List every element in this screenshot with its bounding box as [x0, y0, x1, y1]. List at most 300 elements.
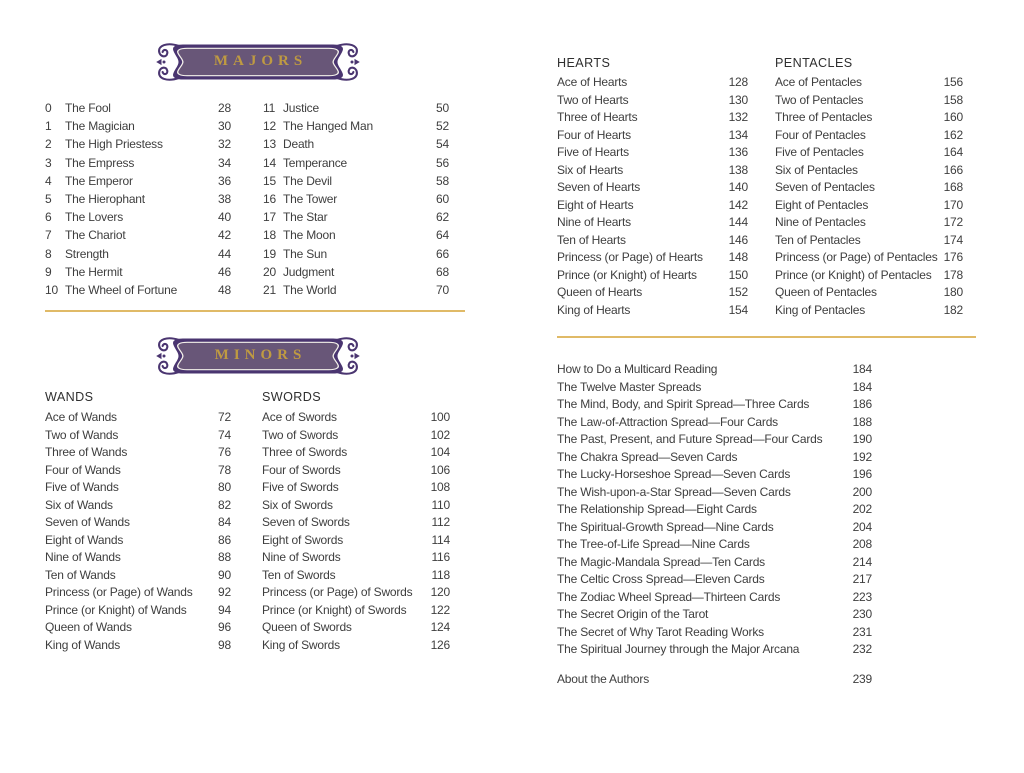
entry-page: 88 [218, 550, 231, 564]
entry-title: The Wheel of Fortune [65, 282, 178, 297]
entry-page: 162 [943, 127, 963, 142]
minors-banner-label: MINORS [214, 347, 307, 364]
toc-entry [557, 396, 872, 414]
entry-number: 17 [263, 210, 276, 225]
entry-page: 102 [430, 427, 450, 442]
toc-entry [775, 144, 963, 162]
entry-number: 11 [263, 101, 276, 115]
toc-entry [45, 602, 231, 620]
toc-entry [45, 190, 231, 208]
entry-page: 36 [218, 173, 231, 188]
entry-page: 168 [943, 180, 963, 194]
toc-entry [262, 567, 450, 585]
toc-entry [262, 549, 450, 567]
entry-number: 21 [263, 282, 276, 297]
entry-page: 148 [728, 250, 748, 264]
entry-title: Ten of Hearts [557, 232, 626, 247]
entry-page: 78 [218, 462, 231, 477]
toc-entry [557, 414, 872, 432]
entry-page: 48 [218, 282, 231, 297]
entry-title: Ten of Pentacles [775, 232, 861, 247]
toc-entry [775, 162, 963, 180]
toc-entry [557, 606, 872, 624]
entry-page: 217 [852, 572, 872, 586]
entry-title: Eight of Pentacles [775, 197, 869, 212]
entry-title: Princess (or Page) of Pentacles [775, 250, 938, 264]
entry-page: 152 [728, 285, 748, 299]
entry-title: The Hanged Man [283, 119, 373, 134]
entry-page: 190 [852, 432, 872, 446]
entry-page: 204 [852, 519, 872, 534]
entry-page: 112 [431, 515, 450, 529]
entry-title: The Secret Origin of the Tarot [557, 607, 709, 621]
entry-title: The Wish-upon-a-Star Spread—Seven Cards [557, 484, 791, 499]
toc-entry [775, 302, 963, 320]
entry-page: 28 [218, 101, 231, 115]
entry-page: 208 [852, 537, 872, 551]
entry-title: Five of Wands [45, 480, 119, 494]
entry-title: Death [283, 137, 315, 152]
entry-title: The Lovers [65, 210, 124, 225]
entry-page: 44 [218, 246, 231, 261]
entry-title: The Spiritual Journey through the Major Arcana [557, 642, 800, 656]
toc-entry [263, 208, 449, 226]
toc-entry [557, 431, 872, 449]
toc-entry [45, 427, 231, 445]
toc-entry [262, 444, 450, 462]
entry-page: 192 [852, 449, 872, 464]
entry-page: 90 [218, 567, 231, 582]
entry-title: About the Authors [557, 672, 650, 686]
entry-page: 58 [436, 173, 449, 188]
toc-entry [45, 263, 231, 281]
entry-page: 196 [852, 467, 872, 481]
entry-page: 64 [436, 228, 449, 243]
entry-page: 72 [218, 410, 231, 424]
entry-title: Ten of Swords [262, 567, 336, 582]
entry-title: Ace of Wands [45, 410, 117, 424]
entry-title: The Secret of Why Tarot Reading Works [557, 624, 764, 639]
entry-title: Princess (or Page) of Wands [45, 585, 193, 599]
entry-number: 20 [263, 264, 276, 279]
entry-page: 132 [728, 110, 748, 124]
entry-title: The Tree-of-Life Spread—Nine Cards [557, 537, 750, 551]
entry-page: 188 [852, 414, 872, 429]
entry-page: 92 [218, 585, 231, 599]
toc-entry [263, 263, 449, 281]
entry-title: The Lucky-Horseshoe Spread—Seven Cards [557, 467, 791, 481]
entry-page: 214 [852, 554, 872, 569]
toc-entry [557, 466, 872, 484]
entry-title: Ten of Wands [45, 567, 116, 582]
toc-entry [775, 267, 963, 285]
toc-entry [45, 117, 231, 135]
toc-entry [775, 249, 963, 267]
entry-page: 118 [431, 567, 450, 582]
entry-title: Judgment [283, 264, 335, 279]
toc-entry [557, 232, 748, 250]
toc-entry [262, 514, 450, 532]
entry-title: Four of Hearts [557, 127, 631, 142]
toc-entry [557, 267, 748, 285]
toc-entry [45, 444, 231, 462]
toc-entry [262, 462, 450, 480]
toc-entry [45, 567, 231, 585]
toc-entry [45, 584, 231, 602]
hearts-header: HEARTS [557, 56, 611, 70]
entry-page: 160 [943, 110, 963, 124]
entry-page: 66 [436, 246, 449, 261]
entry-page: 30 [218, 119, 231, 134]
entry-page: 32 [218, 137, 231, 152]
toc-entry [557, 74, 748, 92]
entry-page: 150 [728, 267, 748, 282]
entry-title: Queen of Pentacles [775, 285, 877, 299]
entry-page: 200 [852, 484, 872, 499]
entry-title: The Fool [65, 101, 111, 115]
entry-title: Temperance [283, 155, 348, 170]
toc-entry [263, 135, 449, 153]
entry-title: Princess (or Page) of Swords [262, 585, 413, 599]
entry-title: The Hermit [65, 264, 123, 279]
entry-title: Two of Pentacles [775, 92, 864, 107]
toc-entry [263, 154, 449, 172]
entry-number: 15 [263, 173, 276, 188]
entry-page: 110 [431, 497, 450, 512]
secrets-list [557, 606, 872, 659]
toc-entry [45, 479, 231, 497]
toc-entry [45, 637, 231, 655]
entry-number: 16 [263, 191, 276, 206]
entry-title: Prince (or Knight) of Swords [262, 602, 407, 617]
entry-title: The Law-of-Attraction Spread—Four Cards [557, 414, 778, 429]
entry-title: The Zodiac Wheel Spread—Thirteen Cards [557, 589, 781, 604]
entry-page: 120 [430, 585, 450, 599]
toc-entry [45, 619, 231, 637]
minors-banner [155, 335, 361, 377]
entry-title: The Sun [283, 246, 327, 261]
toc-entry [557, 519, 872, 537]
entry-page: 184 [852, 362, 872, 376]
toc-entry [263, 99, 449, 117]
majors-banner [155, 41, 361, 83]
entry-title: Nine of Wands [45, 550, 121, 564]
entry-page: 178 [943, 267, 963, 282]
entry-title: The World [283, 282, 337, 297]
toc-entry [557, 641, 872, 659]
entry-title: Four of Swords [262, 462, 341, 477]
entry-page: 128 [728, 75, 748, 89]
entry-title: The Chariot [65, 228, 126, 243]
entry-page: 130 [728, 92, 748, 107]
entry-page: 50 [436, 101, 449, 115]
entry-page: 144 [728, 215, 748, 229]
toc-entry [557, 302, 748, 320]
entry-page: 138 [728, 162, 748, 177]
entry-title: The Hierophant [65, 191, 145, 206]
toc-entry [775, 179, 963, 197]
entry-page: 98 [218, 637, 231, 652]
entry-page: 231 [852, 624, 872, 639]
entry-title: The Twelve Master Spreads [557, 379, 702, 394]
entry-title: Two of Wands [45, 427, 119, 442]
entry-title: King of Hearts [557, 302, 631, 317]
entry-page: 114 [431, 532, 450, 547]
entry-page: 202 [852, 502, 872, 516]
entry-page: 174 [943, 232, 963, 247]
entry-title: The Mind, Body, and Spirit Spread—Three Cards [557, 397, 810, 411]
spreads-list [557, 361, 872, 606]
entry-title: The Tower [283, 191, 338, 206]
entry-number: 19 [263, 246, 276, 261]
entry-number: 10 [45, 282, 58, 297]
entry-page: 164 [943, 145, 963, 159]
entry-title: Six of Pentacles [775, 162, 858, 177]
toc-entry [557, 249, 748, 267]
entry-number: 7 [45, 228, 52, 243]
entry-title: Six of Wands [45, 497, 113, 512]
entry-title: The Empress [65, 155, 135, 170]
toc-entry [45, 462, 231, 480]
entry-title: The High Priestess [65, 137, 163, 152]
entry-number: 8 [45, 246, 52, 261]
wands-header: WANDS [45, 390, 94, 404]
entry-page: 104 [430, 445, 450, 459]
entry-title: Eight of Hearts [557, 197, 634, 212]
entry-title: Ace of Swords [262, 410, 337, 424]
entry-page: 172 [943, 215, 963, 229]
entry-page: 86 [218, 532, 231, 547]
toc-entry [45, 514, 231, 532]
toc-entry [45, 154, 231, 172]
entry-number: 18 [263, 228, 276, 243]
toc-entry [557, 284, 748, 302]
entry-page: 223 [852, 589, 872, 604]
entry-page: 80 [218, 480, 231, 494]
toc-entry [45, 135, 231, 153]
entry-number: 13 [263, 137, 276, 152]
entry-number: 3 [45, 155, 52, 170]
entry-title: Five of Swords [262, 480, 339, 494]
entry-page: 182 [943, 302, 963, 317]
entry-title: The Past, Present, and Future Spread—Four Cards [557, 432, 823, 446]
toc-entry [263, 226, 449, 244]
hearts-list [557, 74, 748, 319]
entry-title: Three of Pentacles [775, 110, 873, 124]
entry-number: 9 [45, 264, 52, 279]
entry-number: 0 [45, 101, 52, 115]
swords-header: SWORDS [262, 390, 322, 404]
entry-title: Four of Wands [45, 462, 121, 477]
entry-page: 134 [728, 127, 748, 142]
entry-title: The Devil [283, 173, 332, 188]
entry-number: 5 [45, 191, 52, 206]
entry-page: 124 [430, 620, 450, 634]
entry-title: Queen of Swords [262, 620, 352, 634]
pentacles-list [775, 74, 963, 319]
toc-entry [45, 172, 231, 190]
entry-page: 34 [218, 155, 231, 170]
toc-entry [557, 624, 872, 642]
entry-page: 176 [943, 250, 963, 264]
entry-page: 60 [436, 191, 449, 206]
entry-title: Nine of Swords [262, 550, 341, 564]
entry-page: 46 [218, 264, 231, 279]
entry-title: The Spiritual-Growth Spread—Nine Cards [557, 519, 774, 534]
entry-page: 232 [852, 642, 872, 656]
entry-page: 142 [728, 197, 748, 212]
entry-page: 52 [436, 119, 449, 134]
entry-title: Six of Hearts [557, 162, 624, 177]
entry-page: 106 [430, 462, 450, 477]
entry-title: The Emperor [65, 173, 133, 188]
entry-title: Three of Wands [45, 445, 128, 459]
entry-title: Ace of Pentacles [775, 75, 862, 89]
toc-entry [557, 127, 748, 145]
toc-entry [557, 589, 872, 607]
entry-title: Prince (or Knight) of Pentacles [775, 267, 932, 282]
entry-title: Eight of Wands [45, 532, 124, 547]
entry-page: 230 [852, 607, 872, 621]
entry-page: 239 [852, 672, 872, 686]
entry-number: 12 [263, 119, 276, 134]
entry-page: 74 [218, 427, 231, 442]
entry-page: 42 [218, 228, 231, 243]
entry-page: 40 [218, 210, 231, 225]
toc-entry [45, 99, 231, 117]
entry-number: 4 [45, 173, 52, 188]
entry-page: 94 [218, 602, 231, 617]
entry-title: Six of Swords [262, 497, 333, 512]
entry-page: 100 [430, 410, 450, 424]
entry-number: 2 [45, 137, 52, 152]
entry-title: Justice [283, 101, 319, 115]
entry-page: 68 [436, 264, 449, 279]
entry-page: 186 [852, 397, 872, 411]
entry-page: 70 [436, 282, 449, 297]
swords-list [262, 409, 450, 654]
toc-entry [262, 409, 450, 427]
entry-title: The Chakra Spread—Seven Cards [557, 449, 738, 464]
toc-entry [775, 127, 963, 145]
entry-title: The Moon [283, 228, 336, 243]
toc-entry [557, 144, 748, 162]
entry-title: Two of Hearts [557, 92, 629, 107]
entry-page: 140 [728, 180, 748, 194]
toc-entry [557, 379, 872, 397]
entry-title: Seven of Pentacles [775, 180, 875, 194]
toc-entry [263, 190, 449, 208]
toc-entry [557, 92, 748, 110]
entry-title: Queen of Hearts [557, 285, 643, 299]
toc-entry [557, 536, 872, 554]
toc-entry [263, 245, 449, 263]
toc-entry [262, 602, 450, 620]
toc-entry [557, 361, 872, 379]
toc-entry [557, 671, 872, 689]
toc-entry [557, 571, 872, 589]
entry-title: The Celtic Cross Spread—Eleven Cards [557, 572, 765, 586]
entry-title: The Magic-Mandala Spread—Ten Cards [557, 554, 765, 569]
toc-entry [45, 409, 231, 427]
entry-page: 54 [436, 137, 449, 152]
entry-title: Prince (or Knight) of Hearts [557, 267, 697, 282]
toc-entry [775, 214, 963, 232]
entry-page: 180 [943, 285, 963, 299]
entry-number: 1 [45, 119, 52, 134]
toc-entry [775, 92, 963, 110]
toc-entry [262, 637, 450, 655]
toc-entry [45, 208, 231, 226]
toc-entry [263, 281, 449, 299]
entry-title: The Magician [65, 119, 135, 134]
entry-page: 156 [943, 75, 963, 89]
entry-page: 122 [430, 602, 450, 617]
entry-title: Nine of Pentacles [775, 215, 866, 229]
entry-page: 84 [218, 515, 231, 529]
entry-title: Ace of Hearts [557, 75, 628, 89]
entry-page: 154 [728, 302, 748, 317]
entry-title: The Star [283, 210, 328, 225]
toc-entry [45, 245, 231, 263]
entry-title: Prince (or Knight) of Wands [45, 602, 187, 617]
toc-entry [262, 532, 450, 550]
entry-number: 6 [45, 210, 52, 225]
entry-page: 38 [218, 191, 231, 206]
pentacles-header: PENTACLES [775, 56, 853, 70]
entry-title: King of Pentacles [775, 302, 865, 317]
toc-entry [45, 497, 231, 515]
about-authors-entry [557, 671, 872, 689]
entry-title: Three of Hearts [557, 110, 638, 124]
entry-page: 62 [436, 210, 449, 225]
entry-page: 108 [430, 480, 450, 494]
toc-entry [262, 427, 450, 445]
entry-page: 170 [943, 197, 963, 212]
majors-list-col2 [263, 99, 449, 299]
entry-title: Three of Swords [262, 445, 348, 459]
toc-entry [45, 281, 231, 299]
toc-entry [557, 484, 872, 502]
toc-entry [557, 449, 872, 467]
wands-list [45, 409, 231, 654]
majors-list-col1 [45, 99, 231, 299]
entry-page: 184 [852, 379, 872, 394]
toc-entry [262, 584, 450, 602]
toc-entry [557, 109, 748, 127]
toc-entry [557, 554, 872, 572]
entry-title: Five of Pentacles [775, 145, 864, 159]
toc-entry [263, 172, 449, 190]
toc-entry [557, 197, 748, 215]
toc-entry [262, 497, 450, 515]
toc-entry [557, 179, 748, 197]
toc-entry [775, 284, 963, 302]
toc-entry [262, 479, 450, 497]
entry-title: Seven of Wands [45, 515, 130, 529]
entry-title: King of Swords [262, 637, 340, 652]
entry-title: Four of Pentacles [775, 127, 866, 142]
entry-page: 96 [218, 620, 231, 634]
entry-page: 136 [728, 145, 748, 159]
entry-title: Queen of Wands [45, 620, 132, 634]
toc-entry [775, 197, 963, 215]
entry-title: How to Do a Multicard Reading [557, 362, 718, 376]
entry-title: Eight of Swords [262, 532, 344, 547]
entry-title: The Relationship Spread—Eight Cards [557, 502, 757, 516]
entry-title: Two of Swords [262, 427, 339, 442]
left-page-divider [45, 310, 465, 312]
